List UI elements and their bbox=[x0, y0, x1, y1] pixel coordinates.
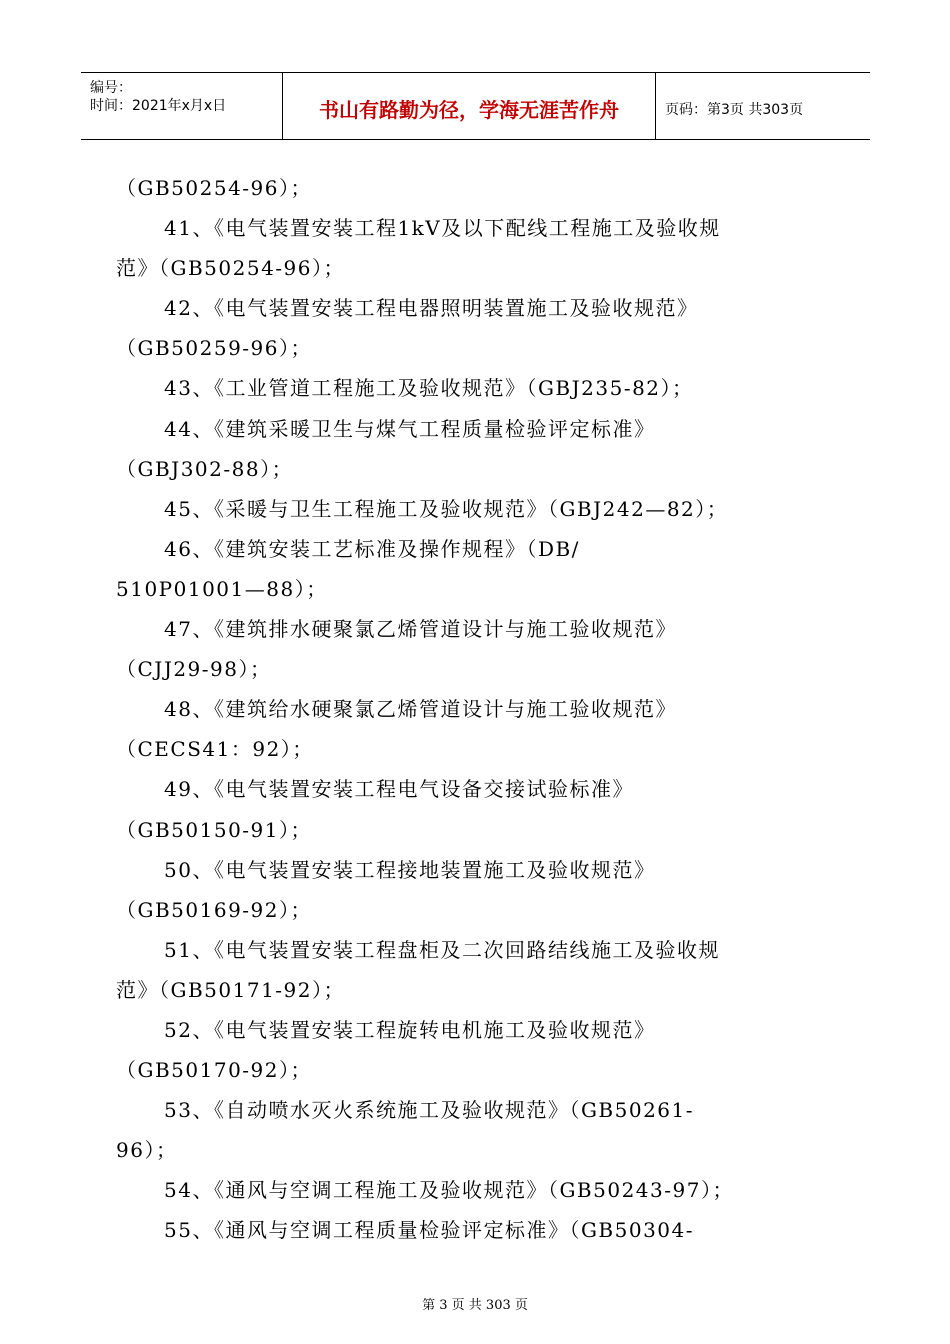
body-text-line: 53、《自动喷水灭火系统施工及验收规范》（GB50261- bbox=[164, 1098, 695, 1123]
body-text-line: 96）； bbox=[116, 1138, 178, 1163]
body-text-line: 45、《采暖与卫生工程施工及验收规范》（GBJ242—82）； bbox=[164, 496, 729, 521]
body-text-line: （GB50150-91）； bbox=[116, 817, 313, 842]
body-text-line: 范》（GB50254-96）； bbox=[116, 256, 346, 281]
body-text-line: 47、《建筑排水硬聚氯乙烯管道设计与施工验收规范》 bbox=[164, 617, 677, 642]
header-page-cell bbox=[656, 73, 870, 139]
header-motto: 书山有路勤为径，学海无涯苦作舟 bbox=[319, 97, 619, 122]
body-text-line: 44、《建筑采暖卫生与煤气工程质量检验评定标准》 bbox=[164, 416, 656, 441]
body-text-line: 510P01001—88）； bbox=[116, 576, 328, 601]
body-text-line: （GB50254-96）； bbox=[116, 176, 313, 200]
page-header bbox=[81, 72, 870, 140]
body-text-line: 41、《电气装置安装工程1kV及以下配线工程施工及验收规 bbox=[164, 216, 721, 241]
body-text-line: 46、《建筑安装工艺标准及操作规程》（DB/ bbox=[164, 536, 580, 561]
header-motto-cell bbox=[283, 73, 656, 139]
body-text-line: 51、《电气装置安装工程盘柜及二次回路结线施工及验收规 bbox=[164, 937, 720, 962]
document-number-label: 编号： bbox=[90, 80, 132, 96]
body-text-line: 48、《建筑给水硬聚氯乙烯管道设计与施工验收规范》 bbox=[164, 697, 677, 722]
body-text-line: 43、《工业管道工程施工及验收规范》（GBJ235-82）； bbox=[164, 376, 694, 401]
body-text-line: （CJJ29-98）； bbox=[116, 657, 272, 682]
document-time-label: 时间：2021年x月x日 bbox=[90, 98, 227, 114]
document-body bbox=[116, 168, 838, 1251]
body-text-line: 52、《电气装置安装工程旋转电机施工及验收规范》 bbox=[164, 1017, 656, 1042]
body-text-line: 55、《通风与空调工程质量检验评定标准》（GB50304- bbox=[164, 1218, 695, 1243]
body-text-line: 54、《通风与空调工程施工及验收规范》（GB50243-97）； bbox=[164, 1178, 734, 1203]
body-text-line: （GBJ302-88）； bbox=[116, 456, 294, 481]
body-text-line: 42、《电气装置安装工程电器照明装置施工及验收规范》 bbox=[164, 296, 699, 321]
body-text-line: （GB50169-92）； bbox=[116, 897, 313, 922]
header-meta-cell bbox=[81, 73, 283, 139]
header-page-info: 页码：第3页 共303页 bbox=[665, 102, 804, 118]
body-text-line: 范》（GB50171-92）； bbox=[116, 977, 346, 1002]
body-text-line: （CECS41：92）； bbox=[116, 737, 314, 762]
page-footer bbox=[0, 1294, 950, 1313]
body-text-line: （GB50170-92）； bbox=[116, 1058, 313, 1083]
footer-page-number: 第 3 页 共 303 页 bbox=[422, 1298, 528, 1313]
body-text-line: 49、《电气装置安装工程电气设备交接试验标准》 bbox=[164, 777, 634, 802]
body-text-line: 50、《电气装置安装工程接地装置施工及验收规范》 bbox=[164, 857, 656, 882]
body-text-line: （GB50259-96）； bbox=[116, 336, 313, 361]
